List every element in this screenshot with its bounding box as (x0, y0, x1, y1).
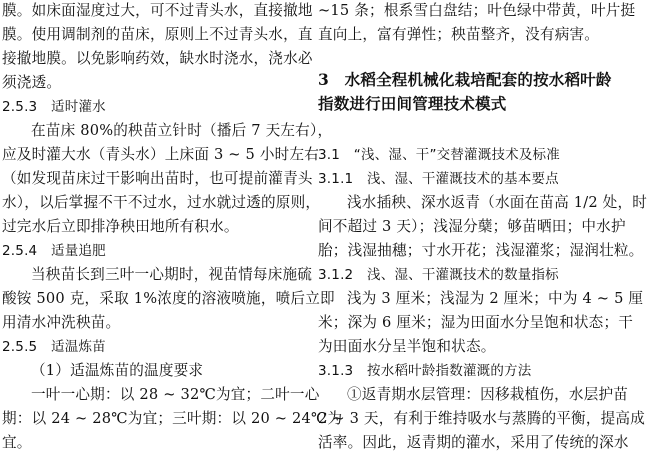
section-heading: 3.1.2 浅、湿、干灌溉技术的数量指标 (318, 267, 559, 283)
text-line: 期：以 24 ~ 28℃为宜；三叶期：以 20 ~ 24℃为 (2, 410, 343, 427)
text-line: 胎；浅湿抽穗；寸水开花；浅湿灌浆；湿润壮粒。 (318, 242, 644, 259)
text-line: 应及时灌大水（青头水）上床面 3 ~ 5 小时左右 (2, 146, 320, 163)
text-line: 为田面水分呈半饱和状态。 (318, 338, 496, 355)
sub-heading: （1）适温炼苗的温度要求 (31, 362, 204, 379)
text-line: 膜。如床面湿度过大，可不过青头水，直接撤地 (2, 2, 313, 19)
paragraph-start: 在苗床 80%的秧苗立针时（播后 7 天左右）， (31, 122, 333, 139)
left-column (2, 0, 343, 461)
text-line: 酸铵 500 克，采取 1%浓度的溶液喷施，喷后立即 (2, 290, 335, 307)
right-column (318, 0, 647, 461)
text-line: 膜。使用调制剂的苗床，原则上不过青头水，直 (2, 26, 313, 43)
text-line: 接撤地膜。以免影响药效，缺水时浇水，浇水必 (2, 50, 313, 67)
text-line: ~15 条；根系雪白盘结；叶色绿中带黄，叶片挺 (318, 2, 636, 19)
text-line: 水），以后掌握不干不过水，过水就过透的原则， (2, 194, 321, 211)
section-heading: 2.5.4 适量追肥 (2, 243, 106, 259)
section-heading: 3.1.3 按水稻叶龄指数灌溉的方法 (318, 363, 532, 379)
paragraph-start: 当秧苗长到三叶一心期时，视苗情每床施硫 (31, 266, 313, 283)
chapter-heading: 3 水稻全程机械化栽培配套的按水稻叶龄 (318, 70, 612, 89)
text-line: 米；深为 6 厘米；湿为田面水分呈饱和状态；干 (318, 314, 634, 331)
section-heading: 3.1.1 浅、湿、干灌溉技术的基本要点 (318, 171, 559, 187)
text-line: 用清水冲洗秧苗。 (2, 314, 121, 331)
paragraph-start: ①返青期水层管理：因移栽植伤，水层护苗 (347, 386, 629, 403)
text-line: 直向上，富有弹性；秧苗整齐，没有病害。 (318, 26, 600, 43)
text-line: 宜。 (2, 434, 32, 451)
section-heading: 3.1 “浅、湿、干”交替灌溉技术及标准 (318, 147, 560, 163)
text-line: 须浇透。 (2, 74, 62, 91)
text-line: （如发现苗床过干影响出苗时，也可提前灌青头 (2, 170, 313, 187)
chapter-heading: 指数进行田间管理技术模式 (318, 94, 507, 113)
section-heading: 2.5.5 适温炼苗 (2, 339, 106, 355)
paragraph-start: 浅为 3 厘米；浅湿为 2 厘米；中为 4 ~ 5 厘 (347, 290, 644, 307)
paragraph-start: 浅水插秧、深水返青（水面在苗高 1/2 处，时 (347, 194, 647, 211)
text-line: 间不超过 3 天）；浅湿分蘖；够苗晒田；中水护 (318, 218, 626, 235)
paragraph-start: 一叶一心期：以 28 ~ 32℃为宜；二叶一心 (31, 386, 320, 403)
text-line: 2 ~ 3 天，有利于维持吸水与蒸腾的平衡，提高成 (318, 410, 645, 427)
section-heading: 2.5.3 适时灌水 (2, 99, 106, 115)
text-line: 过完水后立即排净秧田地所有积水。 (2, 218, 239, 235)
text-line: 活率。因此，返青期的灌水，采用了传统的深水 (318, 434, 629, 451)
